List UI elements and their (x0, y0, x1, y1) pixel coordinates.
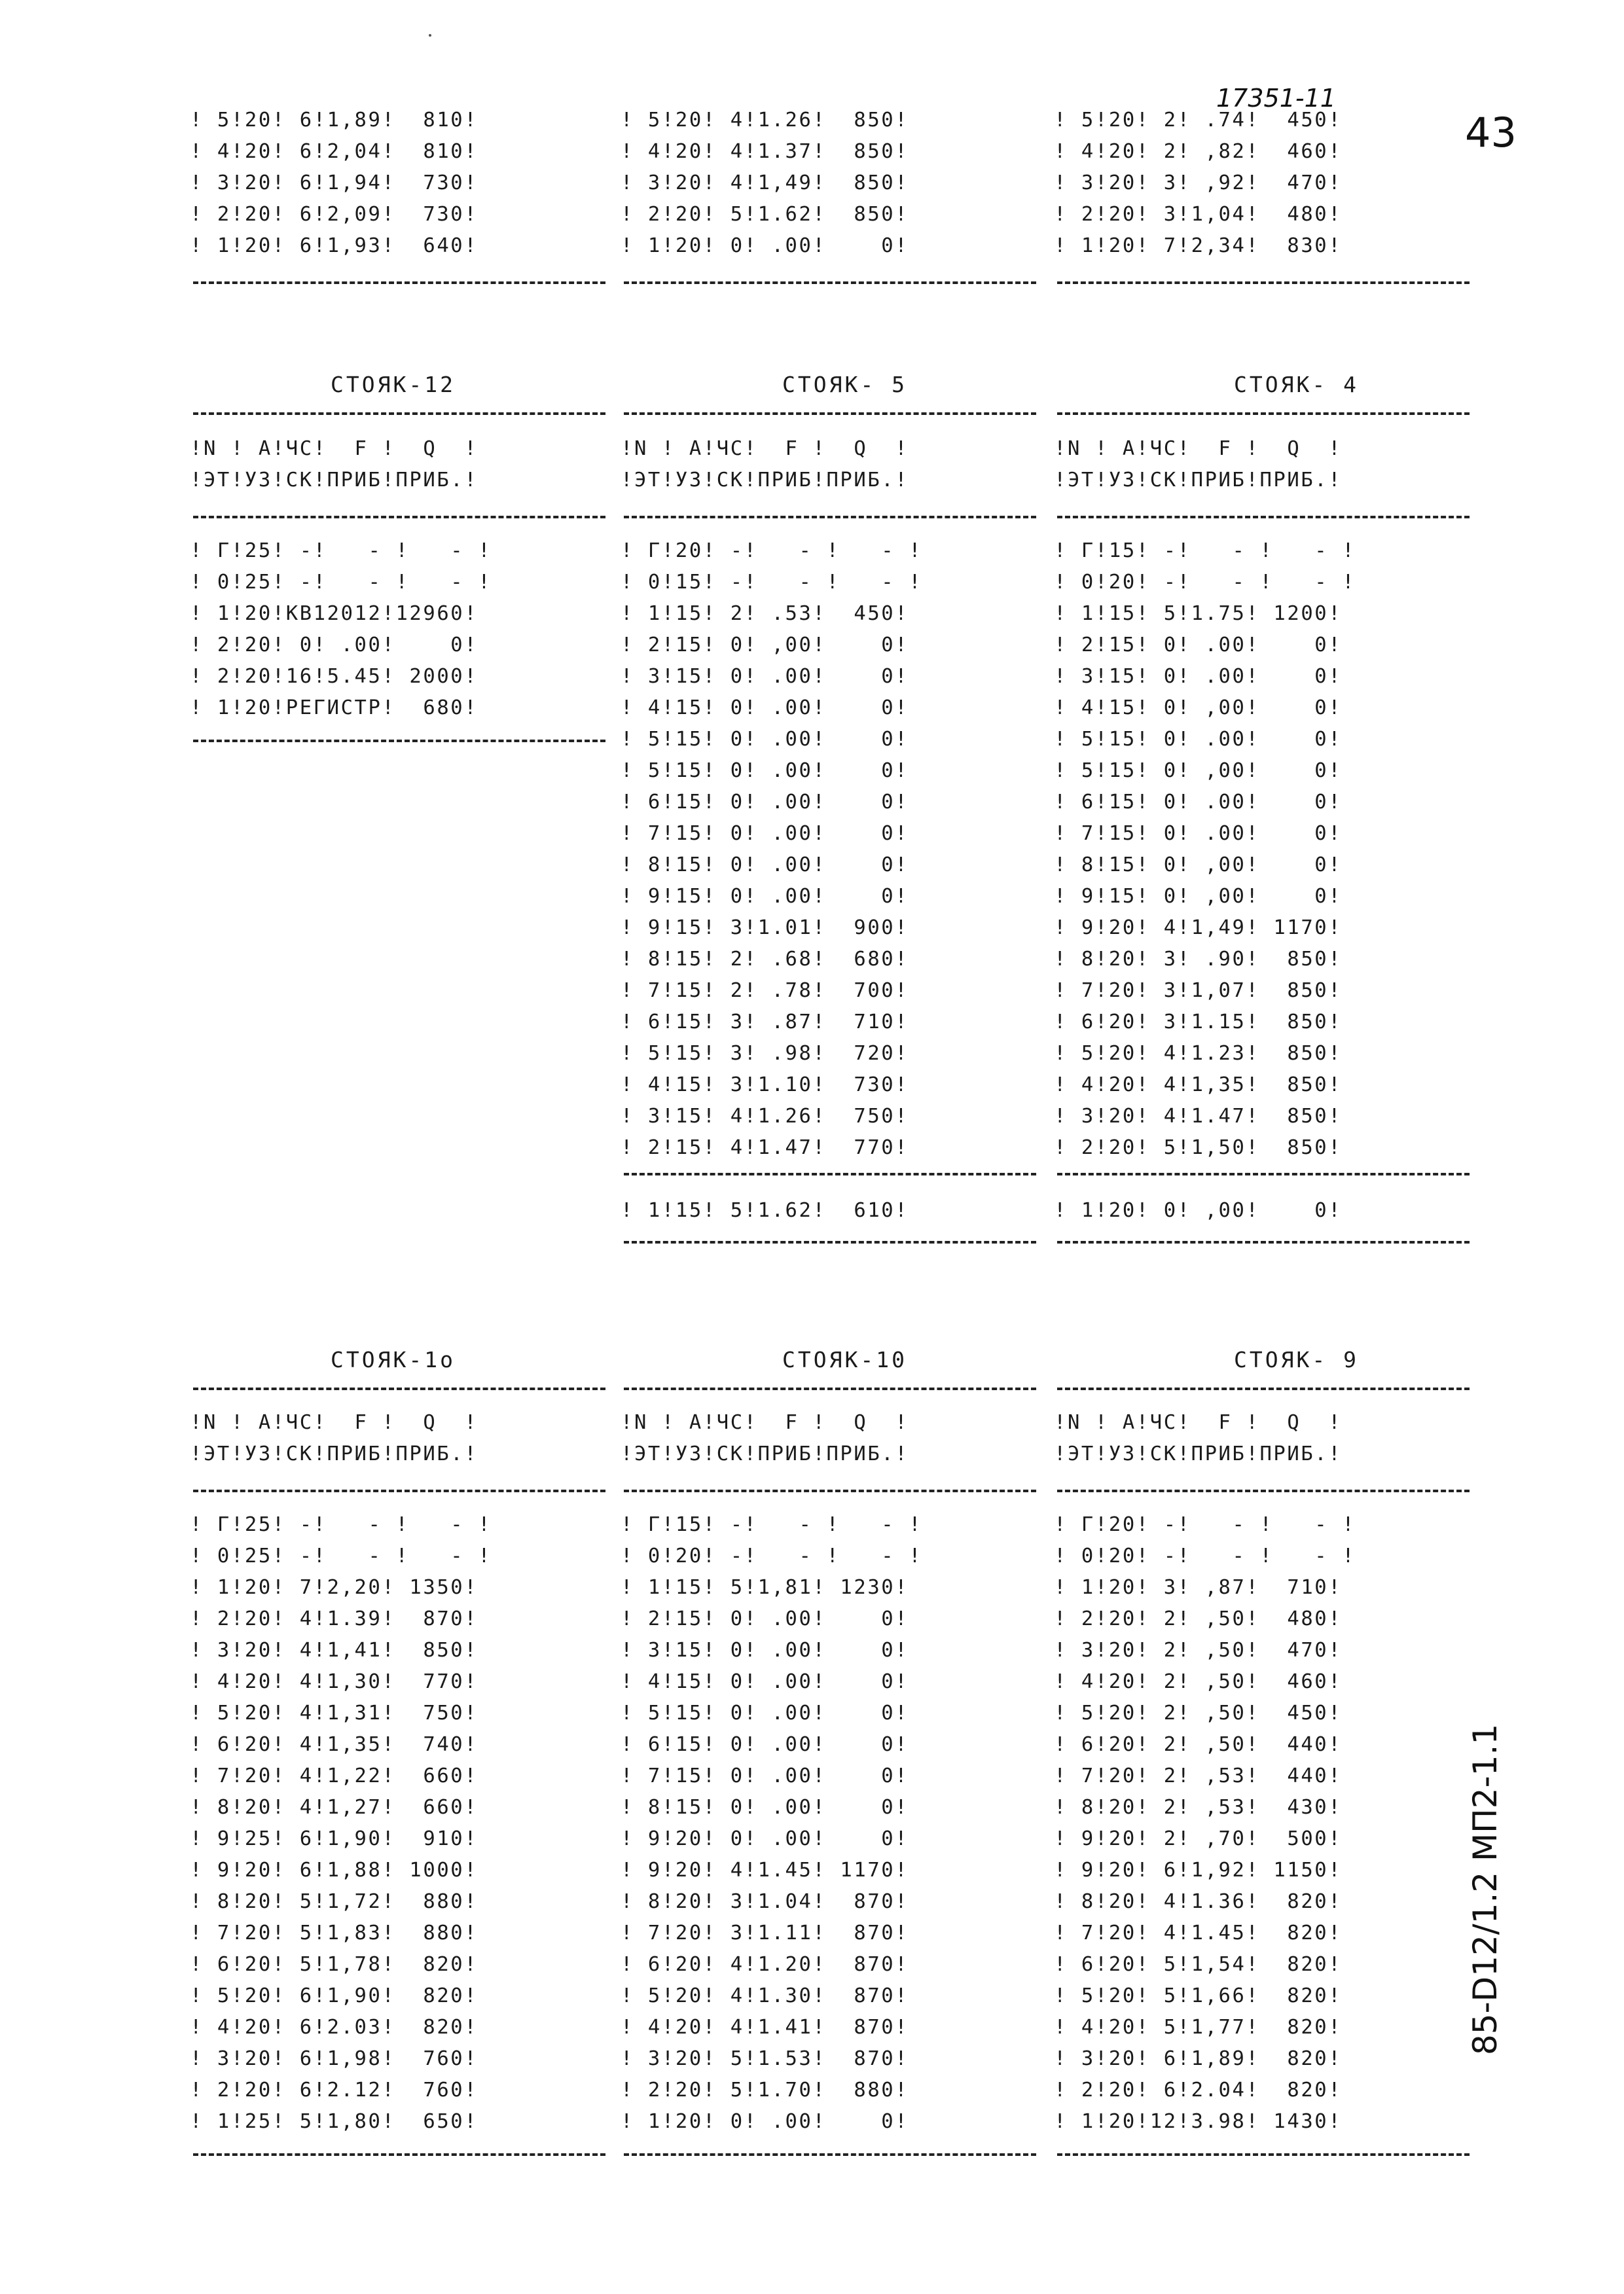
table-row: ! 8!20! 4!1.36! 820! (1054, 1890, 1343, 1913)
table-row: ! 4!20! 2! ,50! 460! (1054, 1670, 1343, 1693)
divider (1057, 2153, 1470, 2156)
riser-title-1o: СТОЯК-1о (331, 1347, 456, 1372)
table-row: ! 6!20! 5!1,78! 820! (190, 1953, 478, 1976)
table-row: ! 2!20! 5!1.70! 880! (621, 2079, 909, 2102)
table-row: ! 9!20! 0! .00! 0! (621, 1827, 909, 1850)
page-number: 43 (1465, 109, 1517, 156)
table-row: ! 5!15! 0! ,00! 0! (1054, 759, 1343, 782)
divider (1057, 1173, 1470, 1175)
table-row: ! 7!15! 0! .00! 0! (621, 822, 909, 845)
table-row: ! 5!20! 4!1.23! 850! (1054, 1042, 1343, 1065)
table-row: ! 4!15! 3!1.10! 730! (621, 1073, 909, 1096)
table-row: ! 2!20! 6!2.04! 820! (1054, 2079, 1343, 2102)
table-row: ! 1!15! 5!1,81! 1230! (621, 1576, 909, 1599)
table-row: ! 7!15! 2! .78! 700! (621, 979, 909, 1002)
divider (624, 1241, 1036, 1244)
table-row: ! 7!20! 4!1.45! 820! (1054, 1922, 1343, 1945)
table-row: ! 4!20! 6!2,04! 810! (190, 140, 478, 163)
divider (624, 1490, 1036, 1492)
handwritten-code: 17351-11 (1216, 84, 1336, 113)
top-right-table (1054, 105, 1342, 262)
table-row: ! 9!20! 2! ,70! 500! (1054, 1827, 1343, 1850)
table-row: ! 1!15! 5!1.62! 610! (621, 1199, 909, 1222)
column-header: !N ! А!ЧС! F ! Q ! (621, 437, 909, 460)
table-row: ! 4!20! 4!1.41! 870! (621, 2016, 909, 2039)
table-row: ! 9!15! 0! ,00! 0! (1054, 885, 1343, 908)
table-row: ! 7!15! 0! .00! 0! (1054, 822, 1343, 845)
table-row: ! 3!20! 4!1,41! 850! (190, 1639, 478, 1662)
column-header: !N ! А!ЧС! F ! Q ! (190, 1411, 478, 1434)
table-row: ! 3!15! 0! .00! 0! (1054, 665, 1343, 688)
table-row: ! 2!15! 0! .00! 0! (621, 1607, 909, 1630)
riser-title-5: СТОЯК- 5 (782, 372, 907, 397)
table-row: ! 2!20! 0! .00! 0! (190, 634, 478, 656)
table-row: ! 6!20! 4!1.20! 870! (621, 1953, 909, 1976)
table-row: ! 1!15! 2! .53! 450! (621, 602, 909, 625)
table-row: ! Г!20! -! - ! - ! (621, 539, 923, 562)
table-row: ! 1!25! 5!1,80! 650! (190, 2110, 478, 2133)
table-row: ! 9!15! 0! .00! 0! (621, 885, 909, 908)
table-row: ! 3!20! 6!1,89! 820! (1054, 2047, 1343, 2070)
table-row: ! 8!15! 2! .68! 680! (621, 948, 909, 971)
table-row: ! 1!20! 0! .00! 0! (621, 2110, 909, 2133)
header-left-2 (190, 1407, 478, 1470)
table-row: ! 7!20! 3!1,07! 850! (1054, 979, 1343, 1002)
table-row: ! 4!20! 5!1,77! 820! (1054, 2016, 1343, 2039)
table-row: ! 3!20! 6!1,98! 760! (190, 2047, 478, 2070)
divider (624, 516, 1036, 518)
table-row: ! 2!20! 3!1,04! 480! (1054, 203, 1343, 226)
table-row: ! 1!20! 7!2,34! 830! (1054, 234, 1343, 257)
header-mid (621, 433, 909, 496)
table-row: ! 1!20!12!3.98! 1430! (1054, 2110, 1343, 2133)
divider (624, 1388, 1036, 1390)
table-row: ! 8!15! 0! ,00! 0! (1054, 853, 1343, 876)
top-mid-table (621, 105, 909, 262)
table-row: ! 7!15! 0! .00! 0! (621, 1765, 909, 1787)
table-row: ! 8!20! 3!1.04! 870! (621, 1890, 909, 1913)
table-row: ! 8!15! 0! .00! 0! (621, 1796, 909, 1819)
riser-12-table (190, 535, 492, 724)
column-header: !N ! А!ЧС! F ! Q ! (1054, 1411, 1343, 1434)
table-row: ! 3!15! 0! .00! 0! (621, 665, 909, 688)
column-header: !ЭТ!УЗ!СК!ПРИБ!ПРИБ.! (190, 469, 478, 492)
table-row: ! 3!15! 0! .00! 0! (621, 1639, 909, 1662)
table-row: ! 4!20! 4!1.37! 850! (621, 140, 909, 163)
table-row: ! 6!15! 3! .87! 710! (621, 1011, 909, 1033)
table-row: ! 2!20! 5!1.62! 850! (621, 203, 909, 226)
table-row: ! 6!15! 0! .00! 0! (621, 1733, 909, 1756)
table-row: ! 5!20! 4!1,31! 750! (190, 1702, 478, 1725)
divider (624, 2153, 1036, 2156)
table-row: ! 2!15! 4!1.47! 770! (621, 1136, 909, 1159)
table-row: ! 0!25! -! - ! - ! (190, 1545, 492, 1568)
table-row: ! 5!20! 6!1,89! 810! (190, 109, 478, 132)
divider (193, 281, 605, 284)
table-row: ! 2!20! 6!2,09! 730! (190, 203, 478, 226)
divider (624, 281, 1036, 284)
table-row: ! 2!20! 6!2.12! 760! (190, 2079, 478, 2102)
table-row: ! 5!15! 0! .00! 0! (621, 759, 909, 782)
table-row: ! 1!20! 7!2,20! 1350! (190, 1576, 478, 1599)
table-row: ! 5!20! 2! ,50! 450! (1054, 1702, 1343, 1725)
table-row: ! 4!20! 4!1,35! 850! (1054, 1073, 1343, 1096)
table-row: ! 0!20! -! - ! - ! (1054, 571, 1356, 594)
speck (429, 34, 431, 37)
table-row: ! 6!20! 4!1,35! 740! (190, 1733, 478, 1756)
header-right (1054, 433, 1342, 496)
table-row: ! 8!20! 2! ,53! 430! (1054, 1796, 1343, 1819)
table-row: ! 9!20! 6!1,92! 1150! (1054, 1859, 1343, 1882)
table-row: ! 8!20! 4!1,27! 660! (190, 1796, 478, 1819)
table-row: ! 1!20! 0! ,00! 0! (1054, 1199, 1343, 1222)
table-row: ! 4!20! 4!1,30! 770! (190, 1670, 478, 1693)
table-row: ! Г!20! -! - ! - ! (1054, 1513, 1356, 1536)
column-header: !ЭТ!УЗ!СК!ПРИБ!ПРИБ.! (190, 1443, 478, 1465)
table-row: ! 1!20! 6!1,93! 640! (190, 234, 478, 257)
table-row: ! 5!20! 5!1,66! 820! (1054, 1984, 1343, 2007)
table-row: ! 4!15! 0! .00! 0! (621, 1670, 909, 1693)
table-row: ! 7!20! 4!1,22! 660! (190, 1765, 478, 1787)
divider (624, 1173, 1036, 1175)
divider (193, 2153, 605, 2156)
table-row: ! 7!20! 2! ,53! 440! (1054, 1765, 1343, 1787)
divider (624, 412, 1036, 415)
table-row: ! 9!20! 4!1,49! 1170! (1054, 916, 1343, 939)
table-row: ! 9!25! 6!1,90! 910! (190, 1827, 478, 1850)
table-row: ! 1!20! 0! .00! 0! (621, 234, 909, 257)
table-row: ! 8!20! 5!1,72! 880! (190, 1890, 478, 1913)
table-row: ! 4!20! 6!2.03! 820! (190, 2016, 478, 2039)
table-row: ! 6!15! 0! .00! 0! (621, 791, 909, 814)
table-row: ! 9!20! 4!1.45! 1170! (621, 1859, 909, 1882)
table-row: ! 6!20! 2! ,50! 440! (1054, 1733, 1343, 1756)
table-row: ! 1!20! 3! ,87! 710! (1054, 1576, 1343, 1599)
table-row: ! 3!20! 3! ,92! 470! (1054, 171, 1343, 194)
divider (193, 740, 605, 742)
divider (1057, 516, 1470, 518)
table-row: ! 5!20! 6!1,90! 820! (190, 1984, 478, 2007)
divider (1057, 1241, 1470, 1244)
divider (193, 412, 605, 415)
table-row: ! 0!15! -! - ! - ! (621, 571, 923, 594)
table-row: ! 3!15! 4!1.26! 750! (621, 1105, 909, 1128)
riser-5-tail (621, 1195, 909, 1227)
table-row: ! 7!20! 5!1,83! 880! (190, 1922, 478, 1945)
table-row: ! 5!20! 4!1.26! 850! (621, 109, 909, 132)
table-row: ! 5!15! 0! .00! 0! (621, 728, 909, 751)
header-mid-2 (621, 1407, 909, 1470)
column-header: !ЭТ!УЗ!СК!ПРИБ!ПРИБ.! (1054, 1443, 1343, 1465)
table-row: ! 6!15! 0! .00! 0! (1054, 791, 1343, 814)
table-row: ! 9!15! 3!1.01! 900! (621, 916, 909, 939)
riser-4-table (1054, 535, 1356, 1164)
column-header: !ЭТ!УЗ!СК!ПРИБ!ПРИБ.! (621, 1443, 909, 1465)
table-row: ! 1!20!КВ12012!12960! (190, 602, 478, 625)
column-header: !N ! А!ЧС! F ! Q ! (1054, 437, 1343, 460)
table-row: ! 2!20!16!5.45! 2000! (190, 665, 478, 688)
table-row: ! Г!25! -! - ! - ! (190, 539, 492, 562)
table-row: ! 0!25! -! - ! - ! (190, 571, 492, 594)
table-row: ! 6!20! 3!1.15! 850! (1054, 1011, 1343, 1033)
divider (1057, 1388, 1470, 1390)
riser-9-table (1054, 1509, 1356, 2138)
riser-10-table (621, 1509, 922, 2138)
header-left (190, 433, 478, 496)
table-row: ! 0!20! -! - ! - ! (621, 1545, 923, 1568)
table-row: ! 9!20! 6!1,88! 1000! (190, 1859, 478, 1882)
table-row: ! Г!25! -! - ! - ! (190, 1513, 492, 1536)
table-row: ! 2!15! 0! .00! 0! (1054, 634, 1343, 656)
divider (193, 1388, 605, 1390)
column-header: !ЭТ!УЗ!СК!ПРИБ!ПРИБ.! (1054, 469, 1343, 492)
table-row: ! 3!20! 4!1,49! 850! (621, 171, 909, 194)
table-row: ! 5!20! 4!1.30! 870! (621, 1984, 909, 2007)
table-row: ! 4!15! 0! ,00! 0! (1054, 696, 1343, 719)
table-row: ! 2!20! 4!1.39! 870! (190, 1607, 478, 1630)
table-row: ! 5!15! 3! .98! 720! (621, 1042, 909, 1065)
table-row: ! 7!20! 3!1.11! 870! (621, 1922, 909, 1945)
table-row: ! 5!15! 0! .00! 0! (621, 1702, 909, 1725)
table-row: ! 3!20! 6!1,94! 730! (190, 171, 478, 194)
riser-5-table (621, 535, 922, 1164)
column-header: !N ! А!ЧС! F ! Q ! (621, 1411, 909, 1434)
table-row: ! 4!20! 2! ,82! 460! (1054, 140, 1343, 163)
divider (1057, 281, 1470, 284)
table-row: ! 8!20! 3! .90! 850! (1054, 948, 1343, 971)
table-row: ! 1!15! 5!1.75! 1200! (1054, 602, 1343, 625)
table-row: ! Г!15! -! - ! - ! (1054, 539, 1356, 562)
divider (1057, 412, 1470, 415)
table-row: ! 2!20! 2! ,50! 480! (1054, 1607, 1343, 1630)
table-row: ! 5!20! 2! .74! 450! (1054, 109, 1343, 132)
side-document-code: 85-D12/1.2 МП2-1.1 (1466, 1723, 1504, 2055)
divider (193, 516, 605, 518)
table-row: ! 3!20! 2! ,50! 470! (1054, 1639, 1343, 1662)
riser-title-10: СТОЯК-10 (782, 1347, 907, 1372)
table-row: ! 5!15! 0! .00! 0! (1054, 728, 1343, 751)
top-left-table (190, 105, 478, 262)
table-row: ! 8!15! 0! .00! 0! (621, 853, 909, 876)
divider (1057, 1490, 1470, 1492)
column-header: !ЭТ!УЗ!СК!ПРИБ!ПРИБ.! (621, 469, 909, 492)
table-row: ! 6!20! 5!1,54! 820! (1054, 1953, 1343, 1976)
table-row: ! 3!20! 5!1.53! 870! (621, 2047, 909, 2070)
riser-title-12: СТОЯК-12 (331, 372, 456, 397)
table-row: ! 3!20! 4!1.47! 850! (1054, 1105, 1343, 1128)
divider (193, 1490, 605, 1492)
riser-4-tail (1054, 1195, 1342, 1227)
column-header: !N ! А!ЧС! F ! Q ! (190, 437, 478, 460)
header-right-2 (1054, 1407, 1342, 1470)
table-row: ! 1!20!РЕГИСТР! 680! (190, 696, 478, 719)
table-row: ! Г!15! -! - ! - ! (621, 1513, 923, 1536)
riser-1o-table (190, 1509, 492, 2138)
table-row: ! 4!15! 0! .00! 0! (621, 696, 909, 719)
table-row: ! 2!15! 0! ,00! 0! (621, 634, 909, 656)
table-row: ! 0!20! -! - ! - ! (1054, 1545, 1356, 1568)
table-row: ! 2!20! 5!1,50! 850! (1054, 1136, 1343, 1159)
riser-title-9: СТОЯК- 9 (1234, 1347, 1359, 1372)
riser-title-4: СТОЯК- 4 (1234, 372, 1359, 397)
